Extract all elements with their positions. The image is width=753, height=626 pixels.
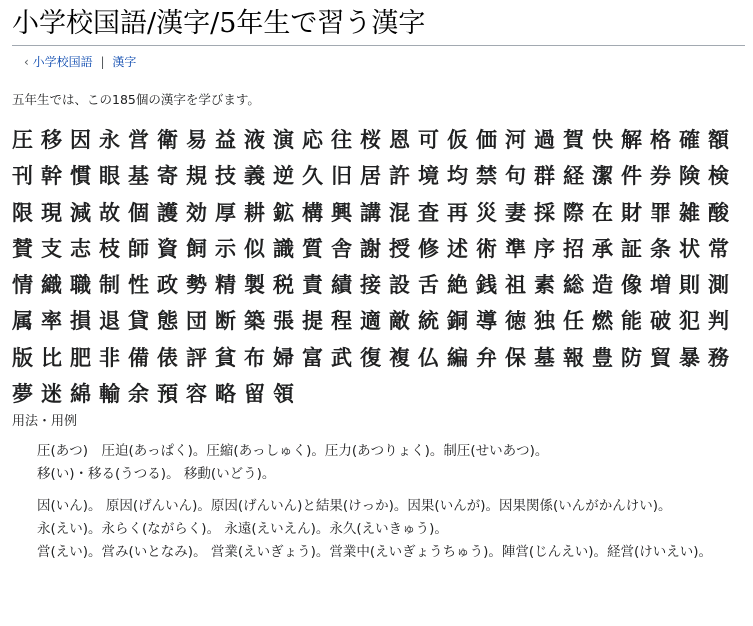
breadcrumb xyxy=(24,53,136,71)
kanji-char: 仮 xyxy=(447,128,468,152)
kanji-char: 情 xyxy=(12,273,33,298)
kanji-char: 精 xyxy=(215,273,236,298)
kanji-char: 墓 xyxy=(534,345,555,370)
kanji-char: 織 xyxy=(41,273,62,298)
kanji-char: 確 xyxy=(679,128,700,152)
kanji-char: 授 xyxy=(389,236,410,261)
kanji-char: 件 xyxy=(621,164,642,189)
kanji-char: 際 xyxy=(563,200,584,225)
kanji-char: 預 xyxy=(157,382,178,407)
kanji-char: 舌 xyxy=(418,273,439,298)
kanji-char: 像 xyxy=(621,273,642,298)
kanji-char: 酸 xyxy=(708,200,729,225)
kanji-char: 性 xyxy=(128,273,149,298)
kanji-char: 統 xyxy=(418,309,439,334)
kanji-char: 因 xyxy=(70,128,91,152)
kanji-char: 潔 xyxy=(592,164,613,189)
kanji-list xyxy=(12,122,747,412)
kanji-char: 率 xyxy=(41,309,62,334)
breadcrumb-link-kanji[interactable]: 漢字 xyxy=(112,55,137,69)
kanji-char: 徳 xyxy=(505,309,526,334)
kanji-char: 河 xyxy=(505,128,526,152)
kanji-char: 銭 xyxy=(476,273,497,298)
kanji-char: 承 xyxy=(592,236,613,261)
kanji-char: 術 xyxy=(476,236,497,261)
kanji-char: 損 xyxy=(70,309,91,334)
kanji-char: 再 xyxy=(447,200,468,225)
kanji-char: 燃 xyxy=(592,309,613,334)
kanji-char: 似 xyxy=(244,236,265,261)
kanji-char: 解 xyxy=(621,128,642,152)
kanji-char: 務 xyxy=(708,345,729,370)
kanji-char: 逆 xyxy=(273,164,294,189)
kanji-char: 政 xyxy=(157,273,178,298)
kanji-char: 評 xyxy=(186,345,207,370)
kanji-char: 永 xyxy=(99,128,120,152)
kanji-char: 製 xyxy=(244,273,265,298)
kanji-char: 任 xyxy=(563,309,584,334)
kanji-char: 修 xyxy=(418,236,439,261)
usage-entry-in: 因(いん)。 原因(げんいん)。原因(げんいん)と結果(けっか)。因果(いんが)。因果関係(いんがかんけい)。 xyxy=(37,498,672,514)
kanji-char: 経 xyxy=(563,164,584,189)
kanji-char: 恩 xyxy=(389,128,410,152)
kanji-char: 群 xyxy=(534,164,555,189)
kanji-char: 個 xyxy=(128,200,149,225)
kanji-char: 弁 xyxy=(476,345,497,370)
kanji-char: 素 xyxy=(534,273,555,298)
kanji-char: 測 xyxy=(708,273,729,298)
kanji-char: 護 xyxy=(157,200,178,225)
kanji-char: 過 xyxy=(534,128,555,152)
kanji-char: 師 xyxy=(128,236,149,261)
kanji-char: 査 xyxy=(418,200,439,225)
kanji-char: 防 xyxy=(621,345,642,370)
kanji-char: 災 xyxy=(476,200,497,225)
kanji-char: 責 xyxy=(302,273,323,298)
kanji-char: 質 xyxy=(302,236,323,261)
kanji-char: 接 xyxy=(360,273,381,298)
kanji-char: 提 xyxy=(302,309,323,334)
usage-entry-atsu: 圧(あつ) 圧迫(あっぱく)。圧縮(あっしゅく)。圧力(あつりょく)。制圧(せいあつ)。 xyxy=(37,443,549,459)
kanji-char: 布 xyxy=(244,345,265,370)
kanji-char: 造 xyxy=(592,273,613,298)
kanji-char: 益 xyxy=(215,128,236,152)
kanji-char: 検 xyxy=(708,164,729,189)
kanji-char: 快 xyxy=(592,128,613,152)
kanji-char: 略 xyxy=(215,382,236,407)
kanji-char: 現 xyxy=(41,200,62,225)
kanji-char: 保 xyxy=(505,345,526,370)
kanji-char: 耕 xyxy=(244,200,265,225)
kanji-char: 境 xyxy=(418,164,439,189)
back-arrow-icon: ‹ xyxy=(24,55,29,69)
kanji-char: 移 xyxy=(41,128,62,152)
kanji-char: 述 xyxy=(447,236,468,261)
kanji-char: 価 xyxy=(476,128,497,152)
kanji-char: 導 xyxy=(476,309,497,334)
kanji-char: 貸 xyxy=(128,309,149,334)
kanji-char: 証 xyxy=(621,236,642,261)
kanji-char: 枝 xyxy=(99,236,120,261)
kanji-char: 支 xyxy=(41,236,62,261)
kanji-char: 基 xyxy=(128,164,149,189)
usage-entry-ei-eternal: 永(えい)。永らく(ながらく)。 永遠(えいえん)。永久(えいきゅう)。 xyxy=(37,521,448,537)
kanji-char: 態 xyxy=(157,309,178,334)
kanji-char: 効 xyxy=(186,200,207,225)
kanji-char: 幹 xyxy=(41,164,62,189)
kanji-char: 往 xyxy=(331,128,352,152)
kanji-char: 財 xyxy=(621,200,642,225)
kanji-char: 編 xyxy=(447,345,468,370)
usage-entry-i: 移(い)・移る(うつる)。 移動(いどう)。 xyxy=(37,466,276,482)
kanji-char: 独 xyxy=(534,309,555,334)
page-title: 小学校国語/漢字/5年生で習う漢字 xyxy=(12,4,745,46)
kanji-char: 興 xyxy=(331,200,352,225)
kanji-char: 税 xyxy=(273,273,294,298)
kanji-char: 肥 xyxy=(70,345,91,370)
kanji-char: 復 xyxy=(360,345,381,370)
kanji-char: 備 xyxy=(128,345,149,370)
kanji-char: 敵 xyxy=(389,309,410,334)
kanji-char: 団 xyxy=(186,309,207,334)
kanji-char: 設 xyxy=(389,273,410,298)
kanji-char: 余 xyxy=(128,382,149,407)
kanji-char: 版 xyxy=(12,345,33,370)
kanji-char: 非 xyxy=(99,345,120,370)
kanji-char: 迷 xyxy=(41,382,62,407)
kanji-char: 絶 xyxy=(447,273,468,298)
kanji-char: 状 xyxy=(679,236,700,261)
kanji-char: 桜 xyxy=(360,128,381,152)
kanji-char: 識 xyxy=(273,236,294,261)
kanji-char: 武 xyxy=(331,345,352,370)
kanji-char: 張 xyxy=(273,309,294,334)
kanji-char: 祖 xyxy=(505,273,526,298)
kanji-char: 輸 xyxy=(99,382,120,407)
kanji-char: 判 xyxy=(708,309,729,334)
usage-entry-ei-business: 営(えい)。営み(いとなみ)。 営業(えいぎょう)。営業中(えいぎょうちゅう)。陣営(じんえい)。経営(けいえい)。 xyxy=(37,544,712,560)
kanji-char: 雑 xyxy=(679,200,700,225)
kanji-char: 易 xyxy=(186,128,207,152)
kanji-char: 綿 xyxy=(70,382,91,407)
kanji-char: 程 xyxy=(331,309,352,334)
kanji-char: 志 xyxy=(70,236,91,261)
kanji-char: 妻 xyxy=(505,200,526,225)
kanji-char: 適 xyxy=(360,309,381,334)
kanji-char: 留 xyxy=(244,382,265,407)
kanji-char: 豊 xyxy=(592,345,613,370)
kanji-char: 資 xyxy=(157,236,178,261)
kanji-char: 慣 xyxy=(70,164,91,189)
kanji-char: 義 xyxy=(244,164,265,189)
kanji-char: 報 xyxy=(563,345,584,370)
kanji-char: 職 xyxy=(70,273,91,298)
kanji-char: 規 xyxy=(186,164,207,189)
kanji-char: 暴 xyxy=(679,345,700,370)
kanji-char: 液 xyxy=(244,128,265,152)
kanji-char: 複 xyxy=(389,345,410,370)
kanji-char: 属 xyxy=(12,309,33,334)
section-heading-usage: 用法・用例 xyxy=(12,414,78,429)
kanji-char: 能 xyxy=(621,309,642,334)
kanji-char: 貧 xyxy=(215,345,236,370)
kanji-char: 険 xyxy=(679,164,700,189)
kanji-char: 常 xyxy=(708,236,729,261)
kanji-char: 仏 xyxy=(418,345,439,370)
kanji-char: 寄 xyxy=(157,164,178,189)
kanji-char: 謝 xyxy=(360,236,381,261)
kanji-char: 在 xyxy=(592,200,613,225)
kanji-char: 混 xyxy=(389,200,410,225)
breadcrumb-link-elementary-japanese[interactable]: 小学校国語 xyxy=(32,55,93,69)
kanji-char: 均 xyxy=(447,164,468,189)
kanji-char: 増 xyxy=(650,273,671,298)
kanji-char: 構 xyxy=(302,200,323,225)
kanji-char: 飼 xyxy=(186,236,207,261)
kanji-char: 減 xyxy=(70,200,91,225)
kanji-char: 則 xyxy=(679,273,700,298)
kanji-char: 破 xyxy=(650,309,671,334)
kanji-char: 居 xyxy=(360,164,381,189)
kanji-char: 俵 xyxy=(157,345,178,370)
kanji-char: 築 xyxy=(244,309,265,334)
kanji-char: 績 xyxy=(331,273,352,298)
kanji-char: 句 xyxy=(505,164,526,189)
kanji-char: 講 xyxy=(360,200,381,225)
usage-list xyxy=(37,440,749,564)
kanji-char: 条 xyxy=(650,236,671,261)
kanji-char: 圧 xyxy=(12,128,33,152)
kanji-char: 勢 xyxy=(186,273,207,298)
kanji-char: 衛 xyxy=(157,128,178,152)
kanji-char: 制 xyxy=(99,273,120,298)
kanji-char: 断 xyxy=(215,309,236,334)
kanji-char: 舎 xyxy=(331,236,352,261)
kanji-char: 演 xyxy=(273,128,294,152)
kanji-char: 眼 xyxy=(99,164,120,189)
kanji-char: 鉱 xyxy=(273,200,294,225)
kanji-char: 銅 xyxy=(447,309,468,334)
kanji-char: 夢 xyxy=(12,382,33,407)
kanji-char: 禁 xyxy=(476,164,497,189)
kanji-char: 厚 xyxy=(215,200,236,225)
kanji-char: 総 xyxy=(563,273,584,298)
kanji-char: 貿 xyxy=(650,345,671,370)
kanji-char: 額 xyxy=(708,128,729,152)
kanji-char: 券 xyxy=(650,164,671,189)
kanji-char: 応 xyxy=(302,128,323,152)
kanji-char: 旧 xyxy=(331,164,352,189)
kanji-char: 領 xyxy=(273,382,294,407)
kanji-char: 富 xyxy=(302,345,323,370)
kanji-char: 採 xyxy=(534,200,555,225)
kanji-char: 技 xyxy=(215,164,236,189)
kanji-char: 序 xyxy=(534,236,555,261)
kanji-char: 準 xyxy=(505,236,526,261)
kanji-char: 許 xyxy=(389,164,410,189)
kanji-char: 罪 xyxy=(650,200,671,225)
kanji-char: 示 xyxy=(215,236,236,261)
kanji-char: 退 xyxy=(99,309,120,334)
kanji-char: 賀 xyxy=(563,128,584,152)
kanji-char: 犯 xyxy=(679,309,700,334)
kanji-char: 格 xyxy=(650,128,671,152)
kanji-char: 営 xyxy=(128,128,149,152)
kanji-char: 故 xyxy=(99,200,120,225)
kanji-char: 賛 xyxy=(12,236,33,261)
kanji-char: 限 xyxy=(12,200,33,225)
kanji-char: 容 xyxy=(186,382,207,407)
kanji-char: 婦 xyxy=(273,345,294,370)
intro-text: 五年生では、この185個の漢字を学びます。 xyxy=(12,92,260,107)
kanji-char: 久 xyxy=(302,164,323,189)
kanji-char: 比 xyxy=(41,345,62,370)
kanji-char: 招 xyxy=(563,236,584,261)
kanji-char: 可 xyxy=(418,128,439,152)
kanji-char: 刊 xyxy=(12,164,33,189)
breadcrumb-separator: | xyxy=(100,55,105,69)
